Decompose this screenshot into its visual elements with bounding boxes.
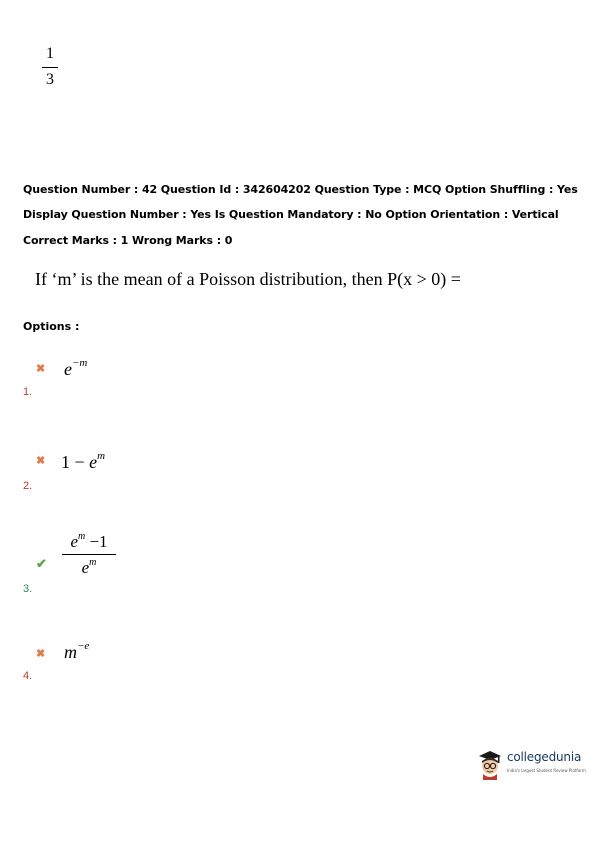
option-4-number: 4. bbox=[23, 670, 33, 682]
option-1-exponent: −m bbox=[72, 357, 88, 369]
option-3-num-exponent: m bbox=[77, 531, 86, 542]
option-2-exponent: m bbox=[97, 450, 106, 462]
student-mascot-icon bbox=[476, 748, 504, 780]
option-2-math bbox=[61, 450, 105, 473]
option-1-math bbox=[64, 357, 87, 380]
fraction-denominator: 3 bbox=[46, 71, 54, 88]
option-4-math bbox=[64, 640, 89, 663]
option-3-den-exponent: m bbox=[89, 557, 97, 568]
collegedunia-logo bbox=[476, 748, 586, 782]
option-3-num-tail: −1 bbox=[85, 532, 108, 551]
wrong-mark-icon: ✖ bbox=[36, 455, 46, 467]
option-3-number: 3. bbox=[23, 583, 33, 595]
option-1-number: 1. bbox=[23, 386, 33, 398]
logo-wordmark: collegedunia bbox=[507, 750, 582, 764]
wrong-mark-icon: ✖ bbox=[36, 363, 46, 375]
wrong-mark-icon: ✖ bbox=[36, 648, 46, 660]
correct-check-icon: ✔ bbox=[36, 556, 47, 571]
option-3-math bbox=[62, 532, 116, 576]
option-3-den-base: e bbox=[81, 558, 90, 577]
options-label: Options : bbox=[23, 320, 80, 333]
option-3-fraction-bar bbox=[62, 554, 116, 555]
option-4-base: m bbox=[64, 642, 77, 662]
fraction-bar bbox=[42, 67, 58, 68]
option-2-lead: 1 − bbox=[61, 452, 90, 472]
question-text bbox=[35, 269, 461, 290]
question-lead: If ‘m’ is the mean of a Poisson distribution, then bbox=[35, 269, 388, 289]
question-meta-marks: Correct Marks : 1 Wrong Marks : 0 bbox=[23, 234, 233, 247]
option-4-exponent: −e bbox=[77, 640, 90, 652]
question-math: P(x > 0) = bbox=[387, 269, 461, 289]
fraction-numerator: 1 bbox=[46, 45, 54, 62]
option-3-numerator bbox=[62, 532, 116, 550]
logo-tagline: India's largest Student Review Platform bbox=[507, 768, 586, 773]
option-2-number: 2. bbox=[23, 480, 33, 492]
option-2-base: e bbox=[89, 452, 98, 472]
previous-option-fraction bbox=[42, 46, 58, 88]
option-3-num-base: e bbox=[70, 532, 78, 551]
option-3-denominator bbox=[62, 558, 116, 576]
option-1-base: e bbox=[64, 359, 72, 379]
question-meta-line-2: Display Question Number : Yes Is Question Mandatory : No Option Orientation : Vertical bbox=[23, 208, 559, 221]
question-meta-line-1: Question Number : 42 Question Id : 342604202 Question Type : MCQ Option Shuffling : Yes bbox=[23, 183, 578, 196]
